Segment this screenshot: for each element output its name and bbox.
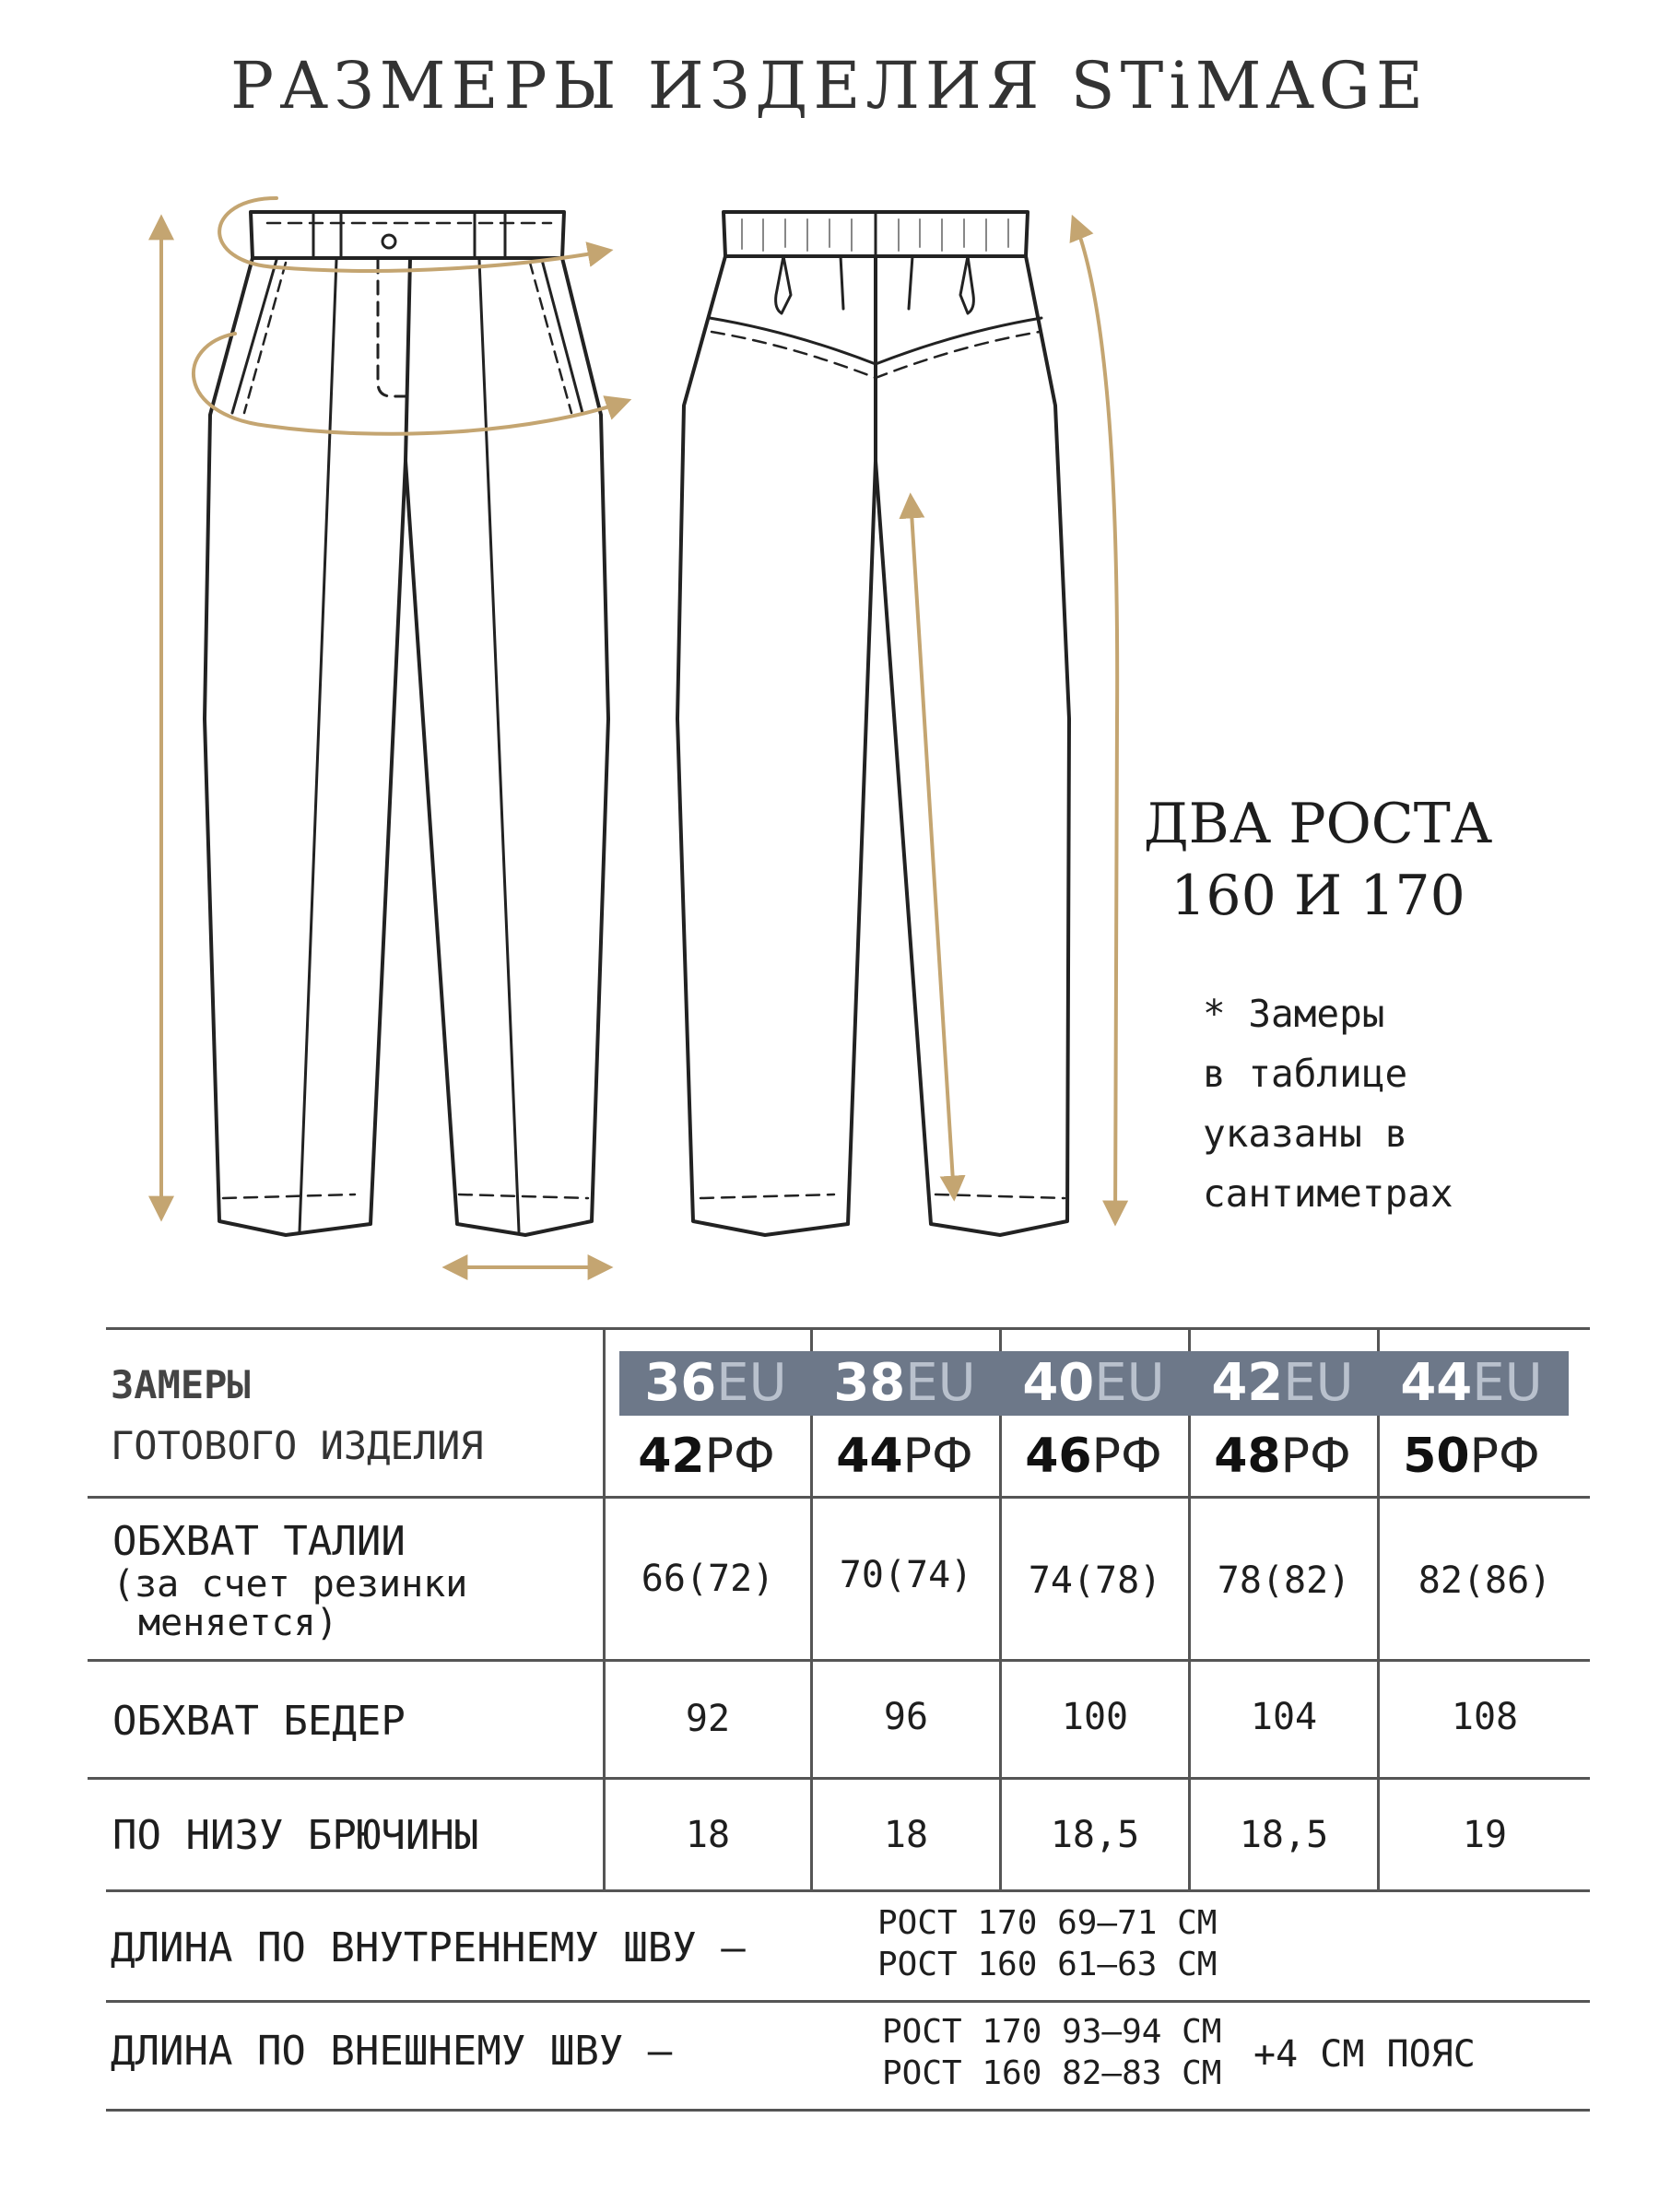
hips-label: ОБХВАТ БЕДЕР — [112, 1698, 406, 1745]
table-column-rule — [603, 1327, 606, 1889]
header-line2: ГОТОВОГО ИЗДЕЛИЯ — [111, 1423, 484, 1468]
outseam-values — [882, 2011, 1221, 2094]
table-header-label — [111, 1355, 484, 1477]
hem-label: ПО НИЗУ БРЮЧИНЫ — [112, 1812, 479, 1859]
hips-value: 92 — [685, 1698, 731, 1740]
note-line4: сантиметрах — [1203, 1171, 1453, 1216]
inseam-values — [877, 1902, 1217, 1985]
waist-sublabel-2: меняется) — [138, 1602, 338, 1644]
waist-label: ОБХВАТ ТАЛИИ — [112, 1518, 406, 1565]
hips-value: 108 — [1451, 1696, 1519, 1738]
table-rule — [106, 2000, 1590, 2003]
waist-value: 82(86) — [1418, 1559, 1552, 1602]
waist-value: 70(74) — [839, 1554, 973, 1596]
hem-value: 18 — [685, 1814, 731, 1856]
hips-value: 96 — [883, 1696, 929, 1738]
page-title: РАЗМЕРЫ ИЗДЕЛИЯ STiMAGE — [230, 48, 1429, 124]
front-view — [205, 212, 608, 1235]
rf-size-42: 42РФ — [638, 1429, 775, 1484]
outseam-line2: РОСТ 160 82–83 СМ — [882, 2054, 1222, 2092]
hips-value: 100 — [1061, 1696, 1129, 1738]
table-rule — [106, 1889, 1590, 1892]
note-line3: указаны в — [1203, 1112, 1408, 1156]
inseam-arrow — [911, 498, 954, 1196]
heights-line2: 160 И 170 — [1171, 864, 1465, 928]
outseam-back-arrow — [1074, 219, 1117, 1221]
waist-value: 78(82) — [1217, 1559, 1351, 1602]
rf-size-48: 48РФ — [1214, 1429, 1351, 1484]
table-rule — [106, 2109, 1590, 2112]
table-rule — [88, 1496, 1590, 1499]
heights-line1: ДВА РОСТА — [1143, 792, 1493, 856]
note-line1: * Замеры — [1203, 992, 1385, 1036]
note-line2: в таблице — [1203, 1052, 1408, 1096]
hem-value: 19 — [1462, 1814, 1508, 1856]
eu-size-40: 40EU — [1022, 1353, 1165, 1413]
back-view — [677, 212, 1069, 1235]
rf-size-46: 46РФ — [1025, 1429, 1162, 1484]
rf-size-50: 50РФ — [1403, 1429, 1540, 1484]
two-heights-caption — [1134, 788, 1502, 932]
waist-sublabel-1: (за счет резинки — [112, 1563, 468, 1606]
inseam-label: ДЛИНА ПО ВНУТРЕННЕМУ ШВУ – — [111, 1924, 746, 1971]
table-rule — [106, 1327, 1590, 1330]
table-rule — [88, 1659, 1590, 1662]
hem-value: 18,5 — [1239, 1814, 1329, 1856]
header-line1: ЗАМЕРЫ — [111, 1362, 251, 1407]
hip-arrow — [194, 334, 627, 434]
row-waist-label — [112, 1519, 467, 1642]
hem-value: 18,5 — [1050, 1814, 1140, 1856]
outseam-line1: РОСТ 170 93–94 СМ — [882, 2013, 1222, 2051]
eu-size-38: 38EU — [833, 1353, 976, 1413]
eu-size-44: 44EU — [1400, 1353, 1543, 1413]
waist-value: 66(72) — [641, 1558, 775, 1600]
hem-value: 18 — [883, 1814, 929, 1856]
waist-value: 74(78) — [1028, 1559, 1162, 1602]
rf-size-44: 44РФ — [836, 1429, 973, 1484]
eu-size-42: 42EU — [1211, 1353, 1354, 1413]
outseam-label: ДЛИНА ПО ВНЕШНЕМУ ШВУ – — [111, 2028, 673, 2075]
eu-size-36: 36EU — [644, 1353, 787, 1413]
belt-extra: +4 СМ ПОЯС — [1253, 2033, 1476, 2076]
table-rule — [88, 1777, 1590, 1780]
measurement-note — [1203, 984, 1636, 1224]
inseam-line1: РОСТ 170 69–71 СМ — [877, 1904, 1218, 1942]
inseam-line2: РОСТ 160 61–63 СМ — [877, 1946, 1218, 1983]
hips-value: 104 — [1250, 1696, 1318, 1738]
